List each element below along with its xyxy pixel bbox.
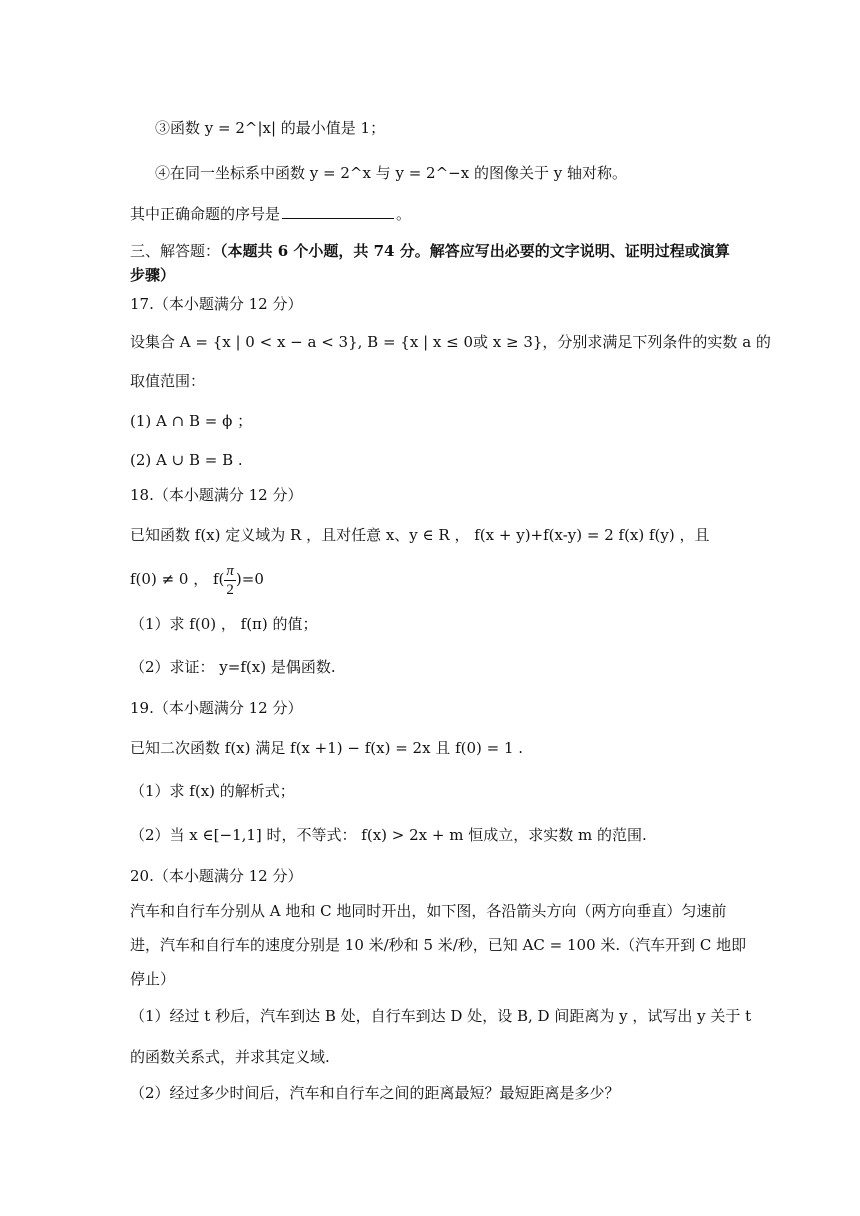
q18-condition-b: )=0 — [235, 570, 264, 588]
q18-part-2: （2）求证： y=f(x) 是偶函数. — [130, 658, 336, 676]
section-instructions-cont: 步骤） — [130, 266, 176, 284]
answer-prompt-end: 。 — [396, 205, 412, 223]
q20-part-1-cont: 的函数关系式，并求其定义域. — [130, 1048, 330, 1066]
q18-header: 18.（本小题满分 12 分） — [130, 486, 303, 504]
q20-stem-cont: 进，汽车和自行车的速度分别是 10 米/秒和 5 米/秒，已知 AC = 100 米.（汽车开到 C 地即 — [130, 936, 747, 954]
q19-header: 19.（本小题满分 12 分） — [130, 699, 303, 717]
q20-stem-end: 停止） — [130, 970, 176, 988]
section-instructions: （本题共 6 个小题，共 74 分。解答应写出必要的文字说明、证明过程或演算 — [220, 242, 730, 260]
q18-stem-cont — [130, 560, 740, 599]
q20-part-2: （2）经过多少时间后，汽车和自行车之间的距离最短？最短距离是多少？ — [130, 1084, 620, 1102]
section-title: 三、解答题： — [130, 242, 221, 260]
q20-stem: 汽车和自行车分别从 A 地和 C 地同时开出，如下图，各沿箭头方向（两方向垂直）匀速前 — [130, 902, 727, 920]
proposition-3: ③函数 y = 2^|x| 的最小值是 1； — [155, 119, 386, 137]
q17-stem: 设集合 A = {x | 0 < x − a < 3}, B = {x | x ≤ 0或 x ≥ 3}，分别求满足下列条件的实数 a 的 — [130, 333, 771, 351]
q17-header: 17.（本小题满分 12 分） — [130, 295, 303, 313]
q20-part-1: （1）经过 t 秒后，汽车到达 B 处，自行车到达 D 处，设 B, D 间距离为 y ，试写出 y 关于 t — [130, 1007, 752, 1025]
q18-condition-a: f(0) ≠ 0 ， f( — [130, 570, 225, 588]
q19-part-1: （1）求 f(x) 的解析式； — [130, 782, 295, 800]
answer-prompt-text: 其中正确命题的序号是 — [130, 205, 281, 223]
section-heading — [130, 240, 740, 262]
q17-part-1: (1) A ∩ B = ϕ ； — [130, 412, 253, 430]
q17-stem-cont: 取值范围： — [130, 372, 206, 390]
q19-stem: 已知二次函数 f(x) 满足 f(x +1) − f(x) = 2x 且 f(0) = 1 . — [130, 739, 524, 757]
q18-stem: 已知函数 f(x) 定义域为 R ，且对任意 x、y ∈ R ， f(x + y)+f(x-y) = 2 f(x) f(y) ，且 — [130, 526, 710, 544]
answer-prompt — [130, 203, 740, 225]
pi-over-2-fraction — [224, 562, 236, 599]
q18-part-1: （1）求 f(0) ， f(π) 的值； — [130, 615, 318, 633]
q17-part-2: (2) A ∪ B = B . — [130, 451, 243, 469]
fraction-numerator: π — [226, 562, 234, 579]
proposition-4: ④在同一坐标系中函数 y = 2^x 与 y = 2^−x 的图像关于 y 轴对称。 — [155, 164, 627, 182]
q19-part-2: （2）当 x ∈[−1,1] 时，不等式： f(x) > 2x + m 恒成立，求实数 m 的范围. — [130, 826, 647, 844]
fraction-denominator: 2 — [226, 581, 234, 598]
q20-header: 20.（本小题满分 12 分） — [130, 867, 303, 885]
answer-blank — [282, 204, 394, 219]
